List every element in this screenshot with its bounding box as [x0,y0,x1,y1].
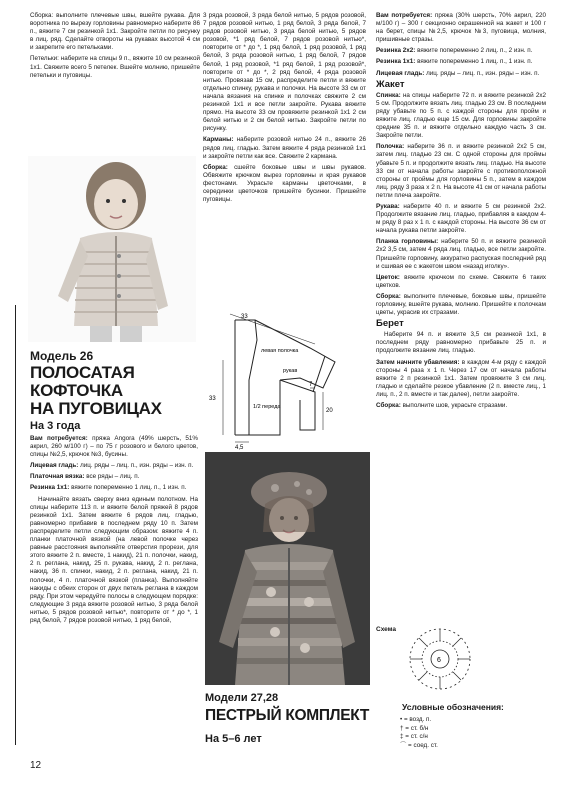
left-top-para-1: Сборка: выполните плечевые швы, вшейте рукава. Для воротника по вырезу горловины равномерно наберите 86 п., вяжите 7 см резинкой 1х1. Закройте петли по рисунку в лиц. ряд. Сделайте отвороты на рукавах высотой 4 см и закрепите его петельками. [30,12,200,52]
middle-assembly-label: Сборка: [203,163,228,171]
model-26-face-label: Лицевая гладь: [30,462,79,470]
pattern-diagram [205,300,370,450]
single-crochet-icon: † [400,724,404,732]
pockets-text: наберите розовой нитью 24 п., вяжите 26 рядов лиц. гладью. Затем вяжите 4 ряда резинкой 1х1 и закройте петли как все. Свяжите 2 кармана. [203,136,366,160]
front-text: наберите 36 п. и вяжите резинкой 2х2 5 см, затем лиц. гладью 23 см. С одной стороны для проймы убавьте 5 п. и продолжите вязать лиц. гладью. На высоте 33 см от начала работы закройте с противоположной стороны от проймы для горловины 5 п., затем в каждом лиц. ряду 3 раза х 2 п. На высоте 41 см от начала работы петли плеча закройте. [376,143,546,199]
legend-item-sc [400,725,438,734]
model-26-rib-text: вяжите попеременно 1 лиц. п., 1 изн. п. [71,484,187,492]
legend-item-text: = соед. ст. [408,741,438,749]
model-26-age: На 3 года [30,420,81,432]
model-26-title [30,364,162,418]
beret-assembly-text: выполните шов, украсьте стразами. [402,402,508,410]
page-number: 12 [30,760,42,771]
pattern-dim-bottom: 4,5 [235,445,244,450]
double-crochet-icon: ‡ [400,733,404,740]
model-26-garter-label: Платочная вязка: [30,473,85,481]
model-26-title-line-3: НА ПУГОВИЦАХ [30,399,162,418]
column-rule [15,305,16,745]
beret-text: Наберите 94 п. и вяжите 3,5 см резинкой 1х1, в последнем ряду равномерно прибавьте 25 п. и продолжите вязание лиц. гладью. [376,331,546,355]
left-top-para-2: Петельки: наберите на спицы 9 п., вяжите 10 см резинкой 1х1. Свяжите всего 5 петелек. Вшейте молнию, пришейте петельки и пуговицы. [30,55,200,79]
pattern-label-left-front: левая полочка [261,348,299,354]
right-column-text [376,12,546,413]
pattern-label-front: 1/2 переда [253,404,281,410]
rib22-text: вяжите попеременно 2 лиц. п., 2 изн. п. [417,47,533,55]
model-26-face-text: лиц. ряды – лиц. п., изн. ряды – изн. п. [80,462,194,470]
chain-stitch-icon: • [400,716,403,723]
right-assembly-text: выполните плечевые, боковые швы, пришейте горловину, вшейте рукава, молнию. Пришейте к полочкам цветы, украсив их стразами. [376,292,546,317]
photo-striped-cardigan [28,156,196,342]
right-face-text: лиц. ряды – лиц. п., изн. ряды – изн. п. [426,69,540,77]
model-26-rib-label: Резинка 1х1: [30,484,70,492]
left-top-text [30,12,200,83]
legend-title: Условные обозначения: [402,702,504,712]
pockets-label: Карманы: [203,136,234,144]
model-26-title-line-2: КОФТОЧКА [30,381,123,400]
models-27-28-age: На 5–6 лет [205,733,262,745]
flower-label: Цветок: [376,273,400,281]
flower-scheme [400,620,480,698]
right-assembly-label: Сборка: [376,292,401,300]
pattern-dim-left: 33 [209,396,216,402]
jacket-heading: Жакет [376,78,405,90]
back-label: Спинка: [376,91,401,99]
models-27-28-label: Модели 27,28 [205,692,279,704]
rib11-text: вяжите попеременно 1 лиц. п., 1 изн. п. [417,58,533,66]
beret-assembly-label: Сборка: [376,402,401,410]
legend-item-dc [400,733,438,742]
right-materials-text: пряжа (30% шерсть, 70% акрил, 220 м/100 г) – 300 г секционно окрашенной на жакет и 100 г на берет, спицы №2,5, крючок №3, пуговица, молния, пришивные стразы. [376,12,547,44]
middle-top-text [203,12,366,207]
middle-top-para: 3 ряда розовой, 3 ряда белой нитью, 5 рядов розовой, 7 рядов розовой нитью, 1 ряд белой, 3 ряда белой, 7 рядов розовой нитью, 3 ряда белой нитью, 5 рядов розовой, *1 ряд белой, 7 рядов розовой нитью*, повторите от * до *, 1 ряд белой, 1 ряд розовой, 1 ряд белой, 3 ряда розовой нитью, 1 ряд белой, 7 рядов белой, 1 ряд розовой, *1 ряд белой, 1 ряд розовой*, повторите от * до *, 2 ряд белой, 4 ряда розовой нитью. Провязав 15 см, распределите петли и вяжите отдельно спинку, рукава и полочки. На высоте 33 см от начала вязания на спинке и полочках свяжите 2 см резинкой 1х1 и все петли закройте. Рукава вяжите прямо. На высоте 33 см провяжите резинкой 1х1 2 см белой нитью и 2 см белой нитью. Закройте петли по рисунку. [203,12,366,133]
neck-label: Планка горловины: [376,238,439,246]
legend-list [400,716,438,750]
pattern-label-sleeve: рукав [283,368,298,374]
pattern-dim-mid: 7 [309,382,313,388]
front-label: Полочка: [376,143,405,151]
model-26-materials-label: Вам потребуется: [30,435,88,442]
middle-assembly-text: сшейте боковые швы и швы рукавов. Обвяжите крючком вырез горловины и края рукавов фестонами. Украсьте карманы цветочками, в серединки цветочков пришейте бусинки. Пришейте пуговицы. [203,163,366,204]
pattern-dim-top: 33 [241,314,248,320]
model-26-materials-text: пряжа Angora (49% шерсть, 51% акрил, 260 м/100 г) – по 75 г розового и белого цветов, спицы №2,5, крючок №3, бусины. [30,435,199,459]
rib22-label: Резинка 2х2: [376,47,416,55]
decrease-label: Затем начните убавления: [376,358,460,366]
flower-text: вяжите крючком по схеме. Свяжите 6 таких цветков. [376,273,546,289]
sleeve-label: Рукава: [376,202,400,210]
model-26-text [30,435,198,628]
beret-heading: Берет [376,318,404,330]
decrease-text: в каждом 4-м ряду с каждой стороны 4 раза х 1 п. Через 17 см от начала работы вяжите 2 п резинкой 1х1. Затем провяжите 3 см лиц. гладью и сделайте резкое убавление (2 п. вместе лиц., 1 лиц. п., 2 п. вместе и так далее), петли закройте. [376,358,547,398]
right-materials-label: Вам потребуется: [376,12,433,19]
model-26-title-line-1: ПОЛОСАТАЯ [30,363,135,382]
sleeve-text: наберите 40 п. и вяжите 5 см резинкой 2х2. Продолжите вязание лиц. гладью, прибавляя в каждом 4-м ряду 8 раз х 1 п. с каждой стороны. На высоте 36 см от начала рукава петли закройте. [376,202,547,235]
pattern-dim-right: 20 [326,408,333,414]
photo-colorful-set [205,452,370,685]
scheme-label: Схема [376,626,397,633]
model-26-instructions: Начинайте вязать сверху вниз единым полотном. На спицы наберите 113 п. и вяжите белой пряжей 8 рядов резинкой 1х1. Затем вяжите 6 рядов лиц. гладью, равномерно прибавив в последнем ряду 10 п. Затем распределите петли следующим образом: вяжите 4 п. планки платочной вязкой (на левой полочке через равные расстояния выполняйте отверстия прорези, для этого вяжите 2 п. вместе, 1 накид), 21 п. полочки, накид, 2 п. реглана, накид, 25 п. рукава, накид, 2 п. реглана, накид, 36 п. спинки, накид, 2 п. реглана, накид, 21 п. полочки, 4 п. платочной вязкой (планка). Выполняйте накиды с обеих сторон от двух петель реглана в каждом ряду. При этом чередуйте полосы в следующем порядке: следующие 3 ряда вяжите розовой нитью, 3 ряда белой нитью, 5 рядов розовой нитью*, повторите от * до *, 1 ряд белой, 7 рядов розовой нитью, 1 ряд белой, [30,495,198,624]
legend-item-text: = ст. б/н [405,724,429,732]
rib11-label: Резинка 1х1: [376,58,416,66]
legend-item-text: = возд. п. [403,716,432,723]
legend-item-slip [400,742,438,751]
legend-item-text: = ст. с/н [405,733,428,740]
right-face-label: Лицевая гладь: [376,69,425,77]
back-text: на спицы наберите 72 п. и вяжите резинкой 2х2 5 см. Продолжите вязать лиц. гладью 23 см. В последнем ряду убавьте по 5 п. с каждой стороны для пройм и вяжите лиц. гладью еще 15 см. Для горловины закройте средние 35 п. и вяжите отдельно каждую часть 3 см. Закройте петли. [376,91,546,140]
scheme-center: 6 [437,657,441,664]
model-26-label: Модель 26 [30,349,94,363]
models-27-28-title: ПЕСТРЫЙ КОМПЛЕКТ [205,707,370,724]
slip-stitch-icon: ⌒ [400,741,407,749]
model-26-garter-text: все ряды – лиц. п. [86,473,140,481]
neck-text: наберите 50 п. и вяжите резинкой 2х2 3,5 см, затем 4 ряда лиц. гладью, все петли закройте. [376,238,547,254]
legend-item-chain [400,716,438,725]
neck-text-2: Пришейте горловину, аккуратно распуская последний ряд и сшивая ее с жакетом швом «назад иголку». [376,254,546,270]
